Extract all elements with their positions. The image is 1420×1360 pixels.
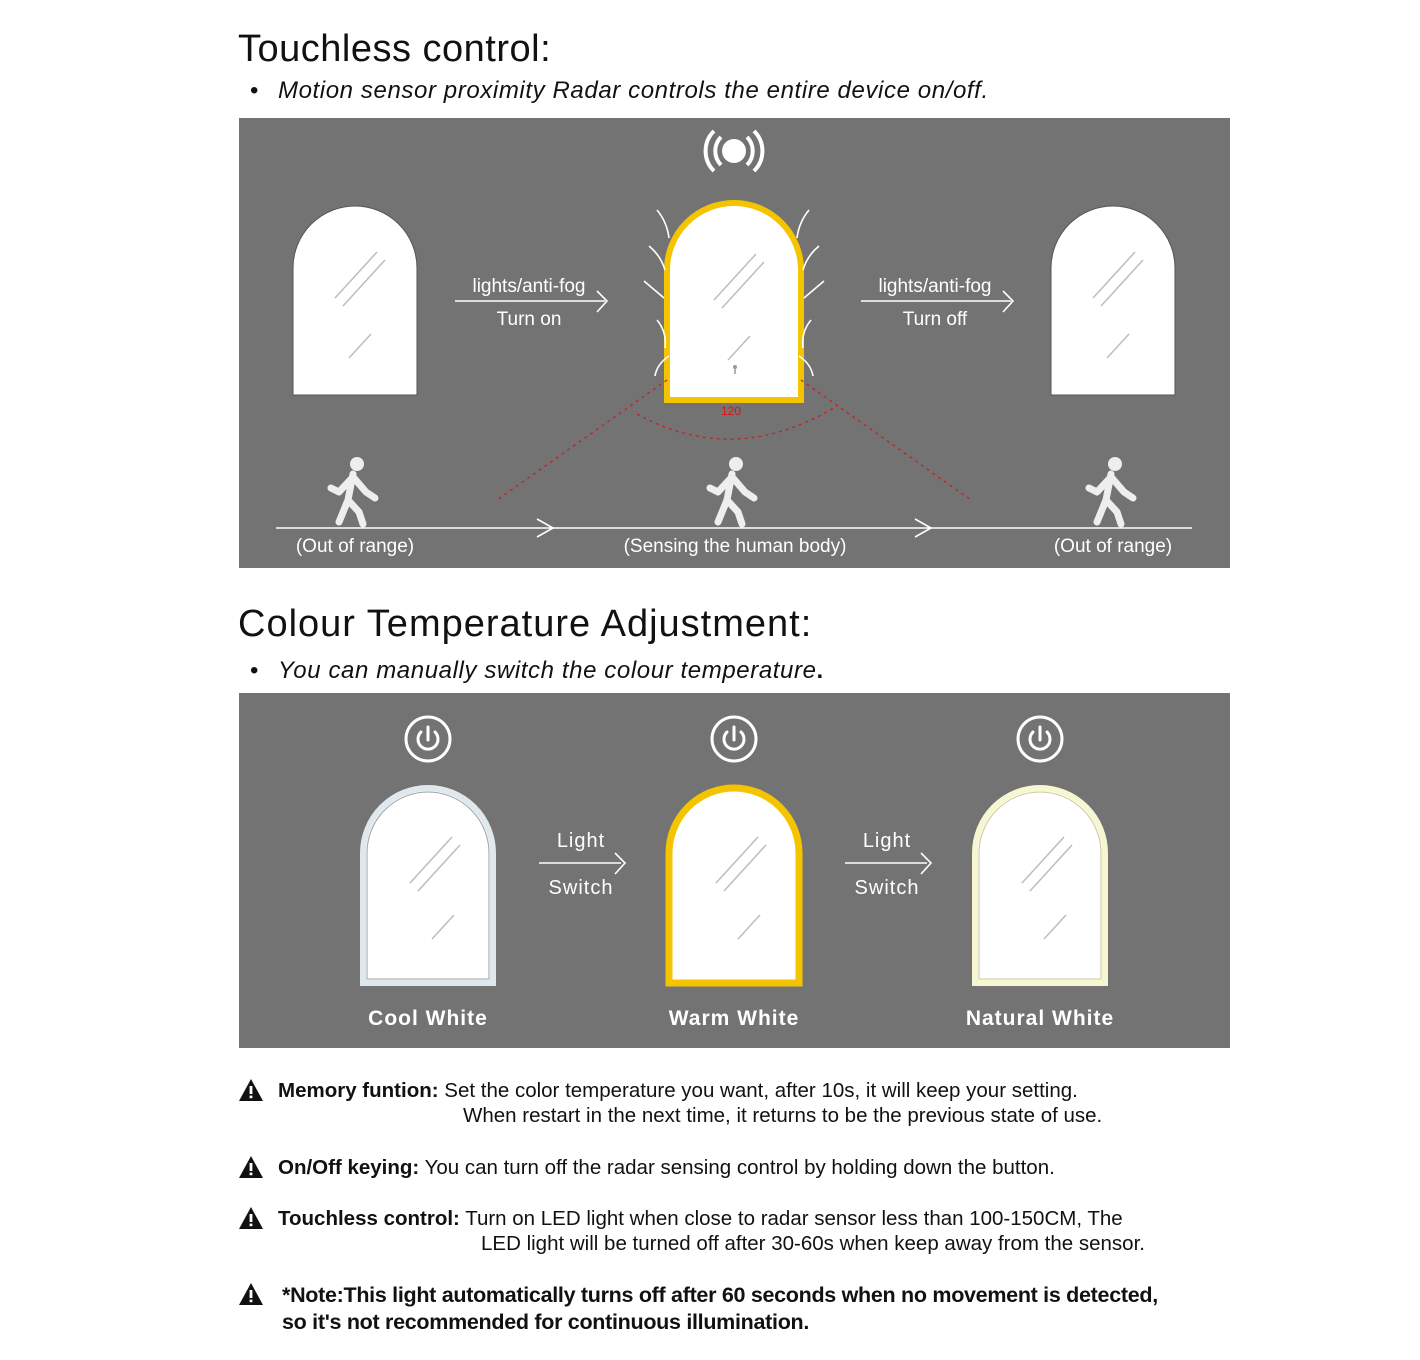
note-touchless-line2: LED light will be turned off after 30-60s when keep away from the sensor. bbox=[481, 1232, 1145, 1255]
walking-person-icon-center bbox=[710, 457, 754, 524]
mirror-cool-white bbox=[363, 788, 493, 983]
note-memory bbox=[238, 1078, 1218, 1130]
walking-person-icon-left bbox=[331, 457, 375, 524]
touchless-diagram bbox=[239, 118, 1230, 568]
note-touchless-text bbox=[278, 1206, 1123, 1231]
touchless-diagram-panel bbox=[239, 118, 1230, 568]
turn-off-arrow bbox=[861, 276, 1013, 330]
walking-person-icon-right bbox=[1089, 457, 1133, 524]
note-auto-off bbox=[238, 1282, 1218, 1338]
note-onoff-line1: You can turn off the radar sensing control by holding down the button. bbox=[424, 1156, 1055, 1179]
switch-bottom-label-2: Switch bbox=[854, 877, 920, 899]
note-memory-line2: When restart in the next time, it returns to be the previous state of use. bbox=[463, 1104, 1103, 1127]
note-touchless-line1: Turn on LED light when close to radar sensor less than 100-150CM, The bbox=[465, 1207, 1123, 1230]
note-auto-off-line2: so it's not recommended for continuous illumination. bbox=[282, 1310, 810, 1334]
mirror-off-right bbox=[1051, 206, 1175, 395]
note-touchless bbox=[238, 1206, 1218, 1258]
warning-icon bbox=[238, 1078, 264, 1102]
switch-top-label-1: Light bbox=[556, 830, 606, 852]
turn-on-arrow bbox=[455, 276, 607, 330]
mode-label-natural: Natural White bbox=[965, 1007, 1115, 1030]
bullet-dot: • bbox=[250, 657, 260, 684]
colour-bullet bbox=[250, 657, 824, 685]
mirror-natural-white bbox=[975, 788, 1105, 983]
switch-bottom-label-1: Switch bbox=[548, 877, 614, 899]
movement-line bbox=[276, 519, 1192, 537]
power-icon-warm[interactable] bbox=[712, 717, 756, 761]
note-onoff bbox=[238, 1155, 1218, 1181]
warning-icon bbox=[238, 1282, 264, 1306]
mode-label-cool: Cool White bbox=[368, 1007, 488, 1030]
touchless-title: Touchless control: bbox=[238, 28, 552, 70]
zone-left-label: (Out of range) bbox=[295, 536, 415, 557]
turn-on-bottom-label: Turn on bbox=[496, 309, 562, 330]
turn-off-bottom-label: Turn off bbox=[902, 309, 968, 330]
note-memory-line1: Set the color temperature you want, after 10s, it will keep your setting. bbox=[444, 1079, 1078, 1102]
power-icon-natural[interactable] bbox=[1018, 717, 1062, 761]
mirror-off-left bbox=[293, 206, 417, 395]
zone-center-label: (Sensing the human body) bbox=[623, 536, 847, 557]
colour-diagram-panel bbox=[239, 693, 1230, 1048]
touchless-bullet-text: Motion sensor proximity Radar controls the entire device on/off. bbox=[278, 77, 989, 104]
colour-bullet-period: . bbox=[816, 657, 824, 684]
zone-right-label: (Out of range) bbox=[1053, 536, 1173, 557]
mirror-warm-white bbox=[669, 788, 799, 983]
warning-icon bbox=[238, 1155, 264, 1179]
bullet-dot: • bbox=[250, 77, 260, 104]
mode-label-warm: Warm White bbox=[668, 1007, 800, 1030]
sensing-angle: 120 bbox=[720, 404, 742, 418]
mirror-on-center bbox=[497, 203, 971, 500]
note-memory-title: Memory funtion: bbox=[278, 1079, 439, 1102]
light-switch-arrow-2 bbox=[845, 830, 931, 899]
light-switch-arrow-1 bbox=[539, 830, 625, 899]
note-touchless-title: Touchless control: bbox=[278, 1207, 460, 1230]
colour-bullet-text: You can manually switch the colour temperature bbox=[278, 657, 817, 684]
radar-icon bbox=[706, 131, 763, 171]
note-onoff-title: On/Off keying: bbox=[278, 1156, 420, 1179]
switch-top-label-2: Light bbox=[862, 830, 912, 852]
colour-title: Colour Temperature Adjustment: bbox=[238, 603, 813, 645]
warning-icon bbox=[238, 1206, 264, 1230]
note-memory-text bbox=[278, 1078, 1078, 1103]
turn-on-top-label: lights/anti-fog bbox=[472, 276, 586, 297]
power-icon-cool[interactable] bbox=[406, 717, 450, 761]
note-auto-off-line1: *Note:This light automatically turns off after 60 seconds when no movement is detected, bbox=[282, 1283, 1158, 1307]
note-onoff-text bbox=[278, 1155, 1055, 1180]
turn-off-top-label: lights/anti-fog bbox=[878, 276, 992, 297]
colour-diagram bbox=[239, 693, 1230, 1048]
touchless-bullet bbox=[250, 77, 989, 105]
